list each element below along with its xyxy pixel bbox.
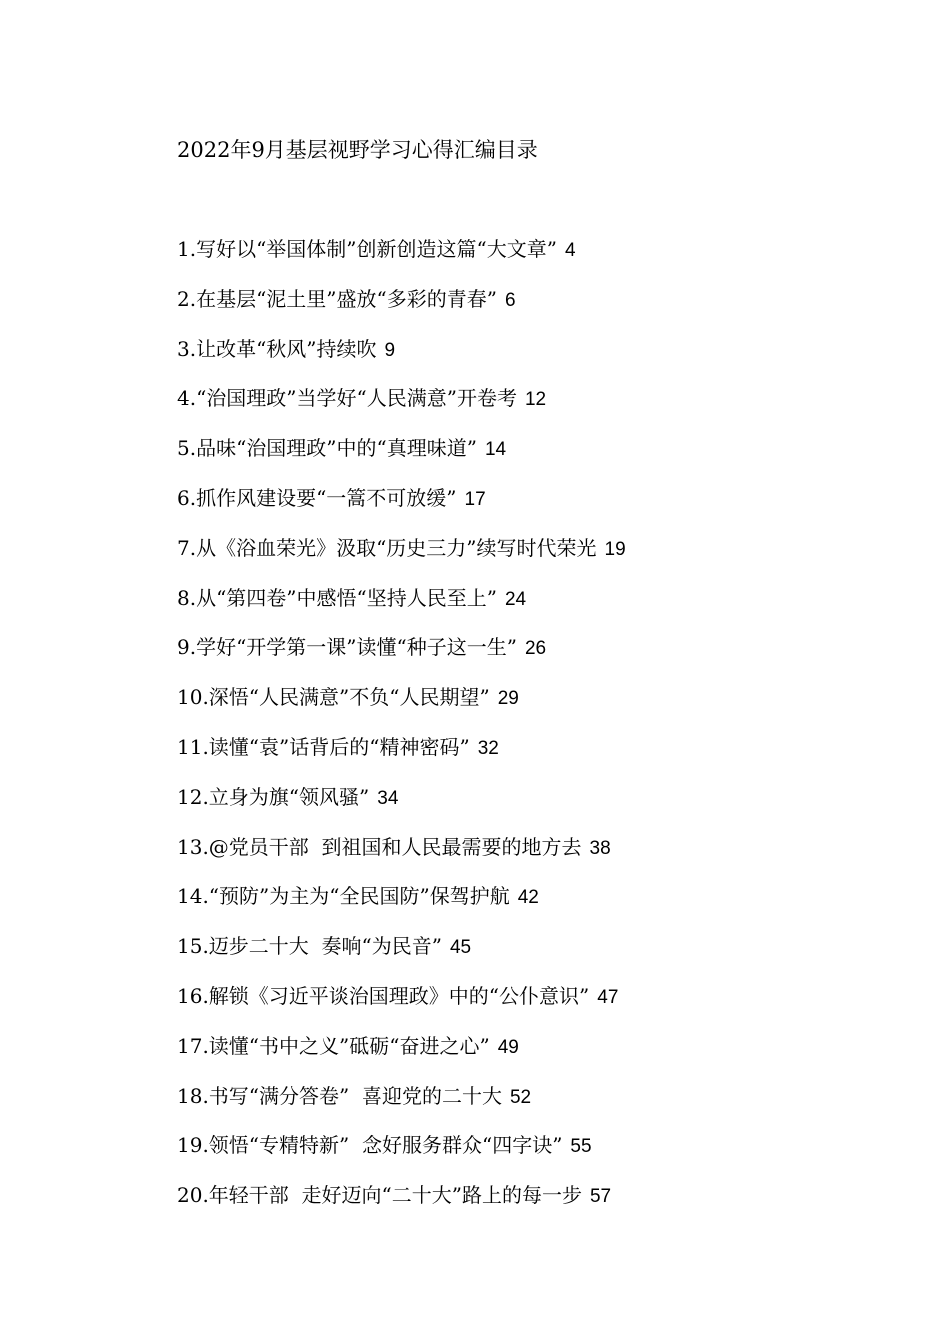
toc-entry-page: 6 xyxy=(504,289,516,311)
toc-entry-title: 6.抓作风建设要“一篙不可放缓” xyxy=(177,485,457,510)
toc-entry-page: 45 xyxy=(449,937,472,959)
toc-entry xyxy=(177,584,626,634)
toc-entry-page: 4 xyxy=(564,240,576,261)
toc-entry-title: 11.读懂“袁”话背后的“精神密码” xyxy=(177,734,470,759)
table-of-contents xyxy=(177,235,626,1231)
toc-entry-page: 29 xyxy=(497,688,519,710)
toc-entry-title: 13.@党员干部 到祖国和人民最需要的地方去 xyxy=(177,834,582,859)
toc-entry-page: 55 xyxy=(570,1136,592,1158)
toc-entry-title: 20.年轻干部 走好迈向“二十大”路上的每一步 xyxy=(177,1183,582,1208)
toc-entry-page: 52 xyxy=(509,1086,532,1108)
toc-entry-title: 1.写好以“举国体制”创新创造这篇“大文章” xyxy=(177,237,557,261)
toc-entry-title: 19.领悟“专精特新” 念好服务群众“四字诀” xyxy=(177,1133,563,1158)
toc-entry-page: 17 xyxy=(464,488,486,510)
toc-entry-page: 34 xyxy=(377,787,399,809)
toc-entry xyxy=(177,1181,626,1231)
toc-entry-page: 26 xyxy=(524,638,547,660)
toc-entry xyxy=(177,733,626,783)
toc-entry xyxy=(177,335,626,385)
toc-entry-title: 10.深悟“人民满意”不负“人民期望” xyxy=(177,685,490,710)
toc-entry-title: 2.在基层“泥土里”盛放“多彩的青春” xyxy=(177,286,497,311)
toc-entry-title: 15.迈步二十大 奏响“为民音” xyxy=(177,934,442,959)
toc-entry-page: 32 xyxy=(477,737,499,759)
toc-entry xyxy=(177,285,626,335)
toc-entry-page: 57 xyxy=(589,1186,612,1208)
toc-entry xyxy=(177,982,626,1032)
toc-entry-title: 8.从“第四卷”中感悟“坚持人民至上” xyxy=(177,585,497,610)
toc-entry-title: 16.解锁《习近平谈治国理政》中的“公仆意识” xyxy=(177,983,590,1008)
toc-entry xyxy=(177,882,626,932)
toc-entry-title: 14.“预防”为主为“全民国防”保驾护航 xyxy=(177,884,510,909)
toc-entry xyxy=(177,384,626,434)
toc-entry-title: 18.书写“满分答卷” 喜迎党的二十大 xyxy=(177,1083,502,1108)
toc-entry-title: 12.立身为旗“领风骚” xyxy=(177,784,370,809)
toc-entry-page: 49 xyxy=(497,1036,519,1058)
toc-entry xyxy=(177,783,626,833)
toc-entry-title: 3.让改革“秋风”持续吹 xyxy=(177,336,377,361)
toc-entry-page: 24 xyxy=(504,588,527,610)
toc-entry xyxy=(177,534,626,584)
toc-entry-page: 38 xyxy=(589,837,611,859)
toc-entry-title: 9.学好“开学第一课”读懂“种子这一生” xyxy=(177,635,517,660)
toc-entry-page: 14 xyxy=(484,439,507,461)
toc-entry-page: 19 xyxy=(604,538,626,560)
toc-entry xyxy=(177,235,626,285)
toc-entry xyxy=(177,633,626,683)
toc-entry xyxy=(177,484,626,534)
toc-entry xyxy=(177,1082,626,1132)
toc-entry-page: 42 xyxy=(517,887,539,909)
toc-entry-title: 5.品味“治国理政”中的“真理味道” xyxy=(177,436,477,461)
toc-entry xyxy=(177,683,626,733)
toc-entry-page: 12 xyxy=(524,389,547,411)
document-title: 2022年9月基层视野学习心得汇编目录 xyxy=(177,138,538,162)
toc-entry-title: 17.读懂“书中之义”砥砺“奋进之心” xyxy=(177,1033,490,1058)
toc-entry xyxy=(177,1032,626,1082)
toc-entry xyxy=(177,932,626,982)
toc-entry-title: 4.“治国理政”当学好“人民满意”开卷考 xyxy=(177,386,517,411)
toc-entry-title: 7.从《浴血荣光》汲取“历史三力”续写时代荣光 xyxy=(177,535,597,560)
toc-entry xyxy=(177,434,626,484)
toc-entry-page: 47 xyxy=(597,986,619,1008)
toc-entry-page: 9 xyxy=(384,339,396,361)
toc-entry xyxy=(177,1131,626,1181)
toc-entry xyxy=(177,833,626,883)
